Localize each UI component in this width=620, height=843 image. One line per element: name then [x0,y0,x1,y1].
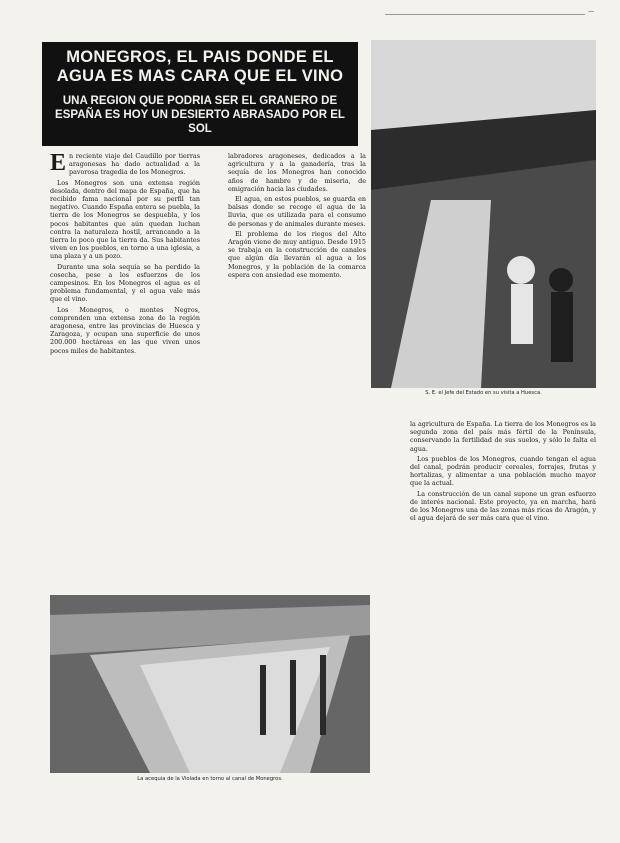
col3-paragraph: la agricultura de España. La tierra de los Monegros es la segunda zona del país más fértil de la Península, conservando la fertilidad de sus suelos, y sólo le falta el agua. [410,420,596,453]
headline-box [42,42,358,146]
col2-paragraph: El problema de los riegos del Alto Aragón viene de muy antiguo. Desde 1915 se trabaja en la construcción de canales que algún día llevarán el agua a los Monegros, y la población de la comarca espera con ansiedad ese momento. [228,229,366,279]
col1-paragraph: Los Monegros son una extensa región desolada, dentro del mapa de España, que ha recibido fama nacional por su perfil tan negativo. Cuando España entera se puebla, la tierra de los Monegros se despuebla, y los pocos habitantes que aún quedan luchan contra la naturaleza hostil, arrancando a la tierra lo poco que la tierra da. Sus habitantes viven en los pueblos, en torno a una iglesia, a una plaza y a un pozo. [50,178,200,261]
headline: MONEGROS, EL PAIS DONDE EL AGUA ES MAS CARA QUE EL VINO [56,48,344,85]
photo-canal-image [50,595,370,773]
article-column-3 [410,420,596,795]
top-rule [385,14,585,15]
col1-paragraph: Durante una sola sequía se ha perdido la cosecha, pese a los esfuerzos de los campesinos. En los Monegros el agua es el problema fundamental, y el agua vale más que el vino. [50,262,200,304]
col3-paragraph: Los pueblos de los Monegros, cuando tengan el agua del canal, podrán producir cereales, forrajes, frutas y hortalizas, y alimentar a una población mucho mayor que la actual. [410,454,596,488]
dropcap: E [50,152,67,176]
photo-crowd-image [371,40,596,388]
photo-crowd-procession [371,40,596,388]
col1-paragraph: Los Monegros, o montes Negros, comprenden una extensa zona de la región aragonesa, entre las provincias de Huesca y Zaragoza, y ocupan una superficie de unos 200.000 hectáreas en las que viven unos pocos miles de habitantes. [50,305,200,355]
col2-paragraph: labradores aragoneses, dedicados a la agricultura y a la ganadería, tras la sequía de los Monegros han conocido años de hambre y de miseria, de emigración hacia las ciudades. [228,152,366,193]
article-column-1 [50,152,200,572]
page-mark: — [588,8,594,15]
top-photo-caption: S. E. el Jefe del Estado en su visita a Huesca. [425,390,542,396]
subheadline: UNA REGION QUE PODRIA SER EL GRANERO DE ESPAÑA ES HOY UN DESIERTO ABRASADO POR EL SOL [55,95,345,135]
col2-paragraph: El agua, en estos pueblos, se guarda en balsas donde se recoge el agua de la lluvia, que es utilizada para el consumo de personas y de animales durante meses. [228,195,366,228]
col3-paragraph: La construcción de un canal supone un gran esfuerzo de interés nacional. Este proyecto, ya en marcha, hará de los Monegros una de las zonas más ricas de Aragón, y el agua dejará de ser más cara que el vino. [410,489,596,523]
bottom-photo-caption: La acequia de la Violada en torno al canal de Monegros. [137,776,283,782]
col1-paragraph: n reciente viaje del Caudillo por tierras aragonesas ha dado actualidad a la pavorosa tragedia de los Monegros. [69,152,200,177]
photo-canal [50,595,370,773]
article-column-2 [228,152,366,572]
